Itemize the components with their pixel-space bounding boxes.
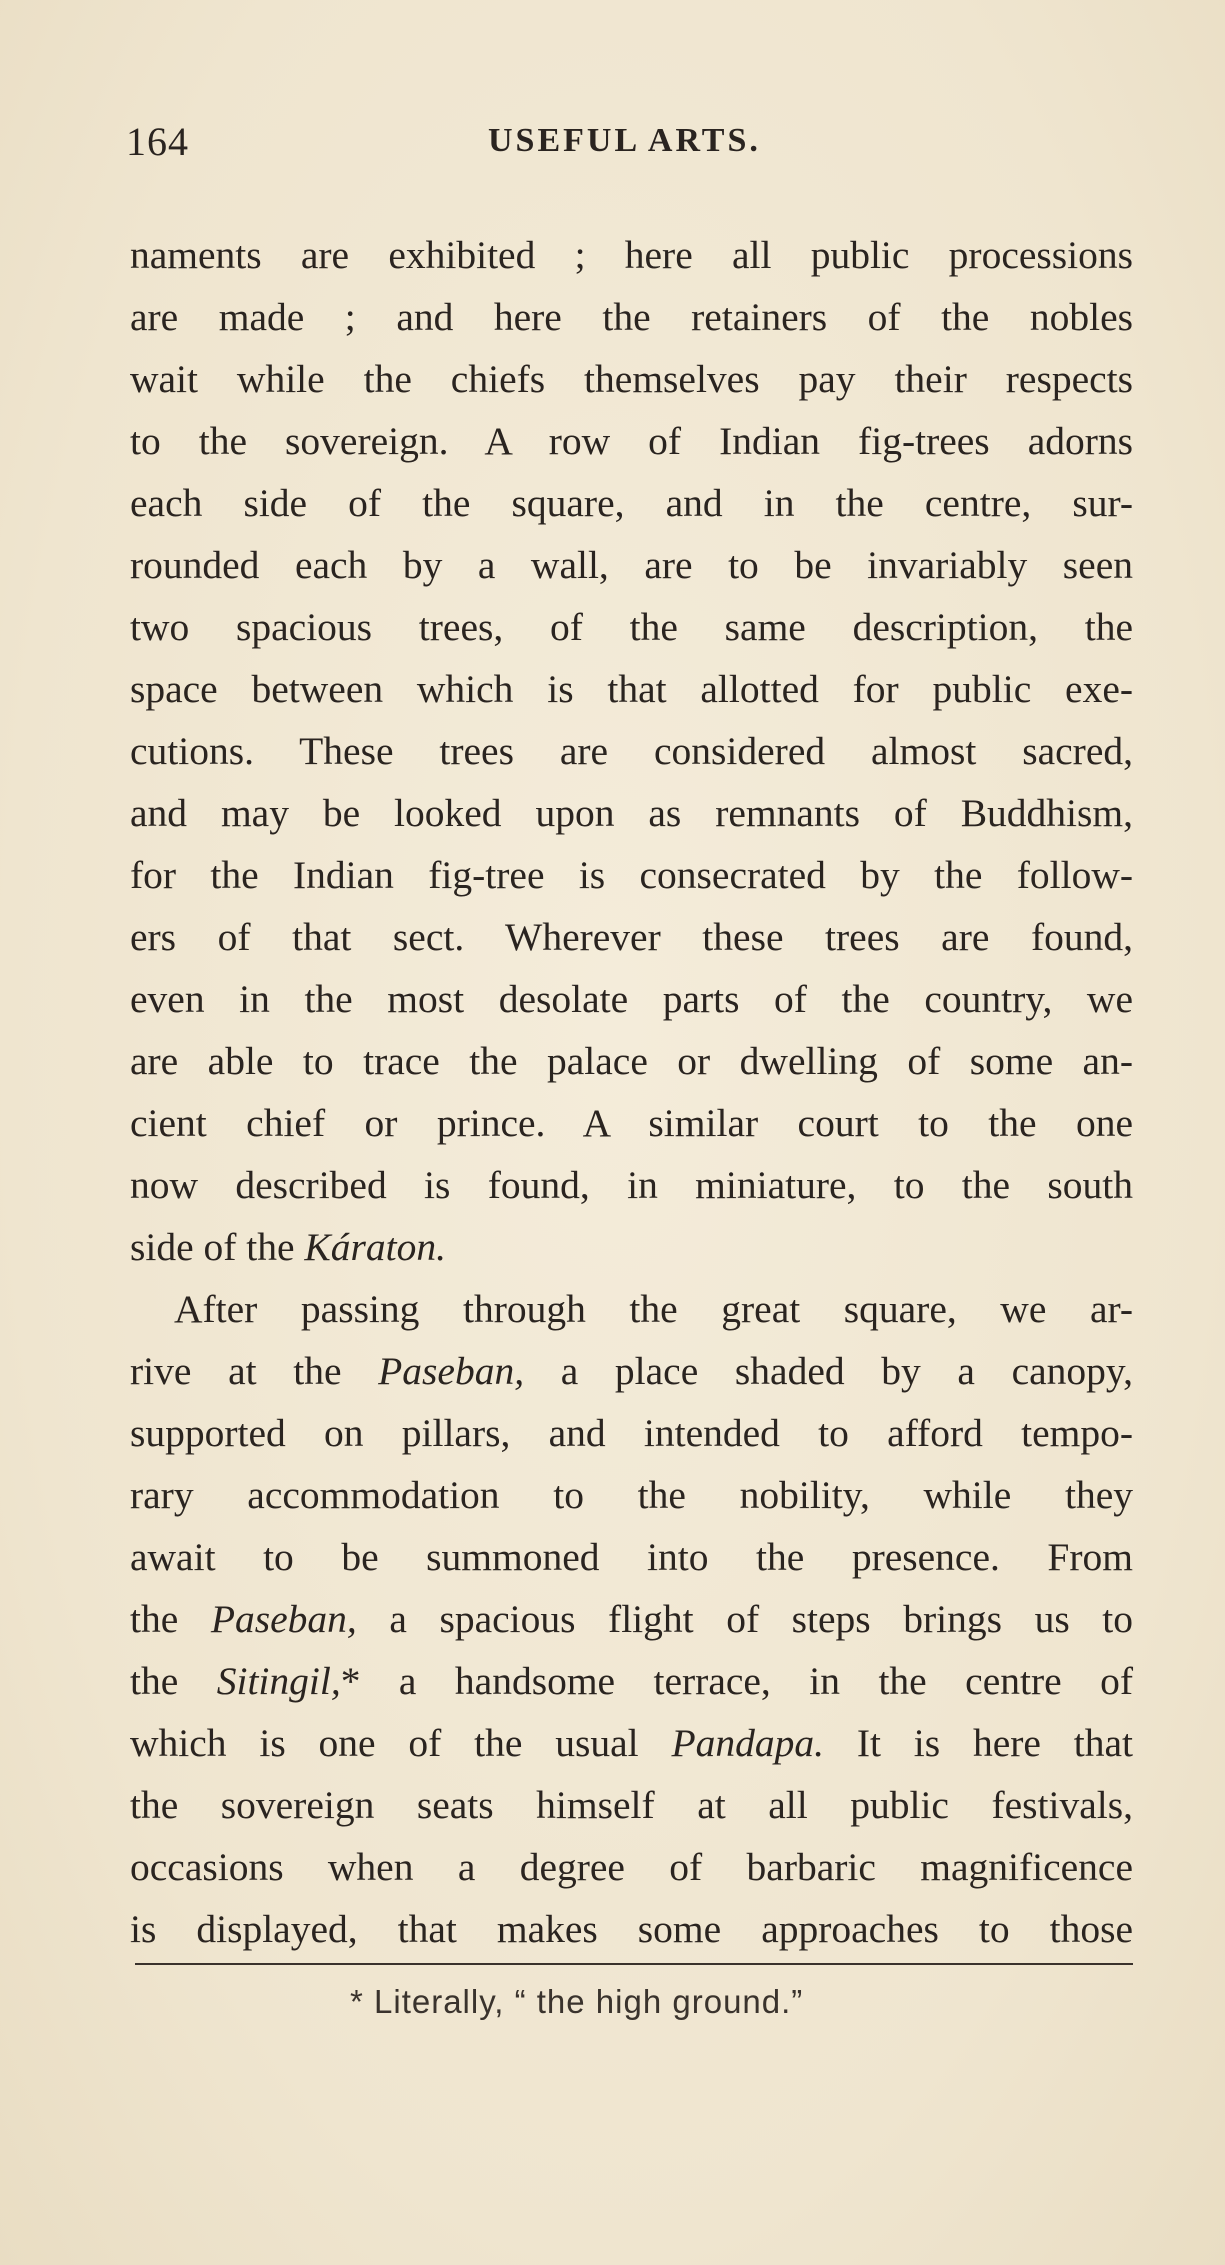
text-segment: rive at the	[130, 1349, 379, 1393]
text-segment: the	[130, 1659, 217, 1703]
page-number: 164	[126, 119, 189, 164]
text-line: for the Indian fig-tree is consecrated by the follow-	[130, 853, 1133, 897]
text-line	[130, 1216, 1133, 1278]
text-line: cient chief or prince. A similar court to the one	[130, 1101, 1133, 1145]
text-line: is displayed, that makes some approaches to those	[130, 1907, 1133, 1951]
italic-term: Sitingil,	[216, 1659, 341, 1703]
text-line: now described is found, in miniature, to the south	[130, 1163, 1133, 1207]
text-line: even in the most desolate parts of the country, we	[130, 977, 1133, 1021]
text-line: naments are exhibited ; here all public processions	[130, 233, 1133, 277]
footnote: * Literally, “ the high ground.”	[350, 1983, 804, 2020]
text-segment: side of the	[130, 1225, 305, 1269]
text-line: rounded each by a wall, are to be invariably seen	[130, 543, 1133, 587]
text-segment: a spacious flight of steps brings us to	[356, 1597, 1133, 1641]
text-line: and may be looked upon as remnants of Buddhism,	[130, 791, 1133, 835]
text-line: cutions. These trees are considered almost sacred,	[130, 729, 1133, 773]
italic-term: Paseban,	[378, 1349, 525, 1393]
text-line: wait while the chiefs themselves pay their respects	[130, 357, 1133, 401]
text-line: to the sovereign. A row of Indian fig-trees adorns	[130, 419, 1133, 463]
italic-term: Paseban,	[210, 1597, 357, 1641]
text-segment: a place shaded by a canopy,	[524, 1349, 1133, 1393]
body-text	[130, 224, 1133, 1960]
text-line: ers of that sect. Wherever these trees are found,	[130, 915, 1133, 959]
text-line	[130, 1650, 1133, 1712]
text-line: each side of the square, and in the centre, sur-	[130, 481, 1133, 525]
footnote-rule	[135, 1963, 1133, 1965]
text-line	[130, 1712, 1133, 1774]
text-segment: * a handsome terrace, in the centre of	[340, 1659, 1133, 1703]
text-line: space between which is that allotted for public exe-	[130, 667, 1133, 711]
text-line	[130, 1340, 1133, 1402]
italic-term: Pandapa.	[671, 1721, 824, 1765]
text-segment: the	[130, 1597, 211, 1641]
page-header	[126, 118, 1121, 168]
text-line: await to be summoned into the presence. From	[130, 1535, 1133, 1579]
text-line: occasions when a degree of barbaric magnificence	[130, 1845, 1133, 1889]
text-line: supported on pillars, and intended to afford tempo-	[130, 1411, 1133, 1455]
text-segment: It is here that	[823, 1721, 1133, 1765]
text-line: rary accommodation to the nobility, while they	[130, 1473, 1133, 1517]
text-line	[130, 1588, 1133, 1650]
text-line: two spacious trees, of the same description, the	[130, 605, 1133, 649]
italic-term: Káraton.	[304, 1225, 446, 1269]
text-line: After passing through the great square, we ar-	[174, 1287, 1133, 1331]
text-line: are able to trace the palace or dwelling of some an-	[130, 1039, 1133, 1083]
running-head: USEFUL ARTS.	[488, 122, 761, 159]
text-line: are made ; and here the retainers of the nobles	[130, 295, 1133, 339]
text-segment: which is one of the usual	[130, 1721, 672, 1765]
text-line: the sovereign seats himself at all public festivals,	[130, 1783, 1133, 1827]
